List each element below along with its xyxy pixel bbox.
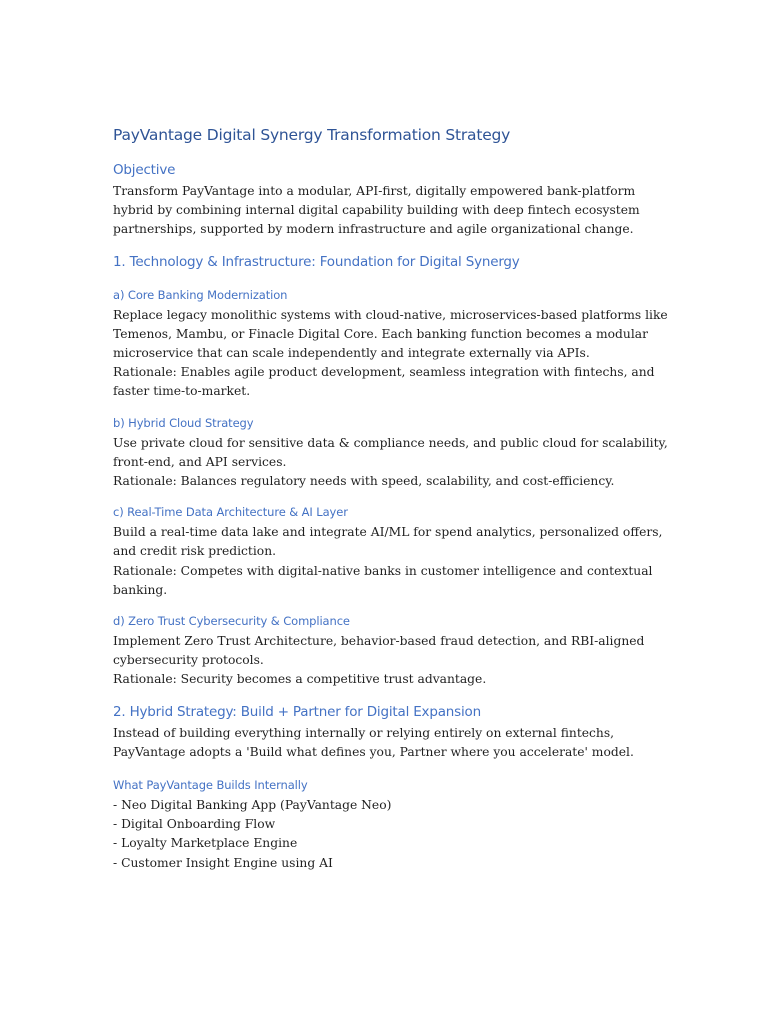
data-architecture-text: Build a real-time data lake and integrate AI/ML for spend analytics, personalized offers, and credit risk prediction. bbox=[113, 525, 663, 559]
document-body bbox=[113, 124, 673, 873]
section2-heading: 2. Hybrid Strategy: Build + Partner for Digital Expansion bbox=[113, 703, 481, 720]
list-item: - Customer Insight Engine using AI bbox=[113, 855, 333, 870]
cybersecurity-rationale: Rationale: Security becomes a competitive trust advantage. bbox=[113, 672, 487, 687]
core-banking-heading: a) Core Banking Modernization bbox=[113, 287, 288, 302]
list-item: - Digital Onboarding Flow bbox=[113, 817, 276, 832]
cybersecurity-heading: d) Zero Trust Cybersecurity & Compliance bbox=[113, 614, 350, 629]
hybrid-cloud-heading: b) Hybrid Cloud Strategy bbox=[113, 415, 254, 430]
objective-heading: Objective bbox=[113, 162, 176, 178]
builds-list bbox=[113, 796, 673, 873]
hybrid-cloud-text: Use private cloud for sensitive data & compliance needs, and public cloud for scalability, front-end, and API services. bbox=[113, 435, 668, 469]
section2-text: Instead of building everything internally or relying entirely on external fintechs, PayVantage adopts a 'Build what defines you, Partner where you accelerate' model. bbox=[113, 725, 634, 759]
objective-text: Transform PayVantage into a modular, API-first, digitally empowered bank-platform hybrid by combining internal digital capability building with deep fintech ecosystem partnerships, supported by modern infrastructure and agile organizational change. bbox=[113, 184, 640, 237]
builds-heading: What PayVantage Builds Internally bbox=[113, 778, 308, 793]
cybersecurity-text: Implement Zero Trust Architecture, behavior-based fraud detection, and RBI-aligned cybersecurity protocols. bbox=[113, 634, 645, 668]
data-architecture-rationale: Rationale: Competes with digital-native banks in customer intelligence and contextual banking. bbox=[113, 563, 653, 597]
document-title: PayVantage Digital Synergy Transformation Strategy bbox=[113, 126, 511, 144]
data-architecture-heading: c) Real-Time Data Architecture & AI Layer bbox=[113, 505, 348, 520]
core-banking-text: Replace legacy monolithic systems with cloud-native, microservices-based platforms like Temenos, Mambu, or Finacle Digital Core. Each banking function becomes a modular microservice that can scale independently and integrate externally via APIs. bbox=[113, 307, 668, 361]
core-banking-rationale: Rationale: Enables agile product development, seamless integration with fintechs, and faster time-to-market. bbox=[113, 365, 655, 399]
list-item: - Loyalty Marketplace Engine bbox=[113, 836, 298, 851]
list-item: - Neo Digital Banking App (PayVantage Neo) bbox=[113, 798, 392, 813]
section1-heading: 1. Technology & Infrastructure: Foundation for Digital Synergy bbox=[113, 253, 520, 270]
hybrid-cloud-rationale: Rationale: Balances regulatory needs with speed, scalability, and cost-efficiency. bbox=[113, 474, 615, 489]
